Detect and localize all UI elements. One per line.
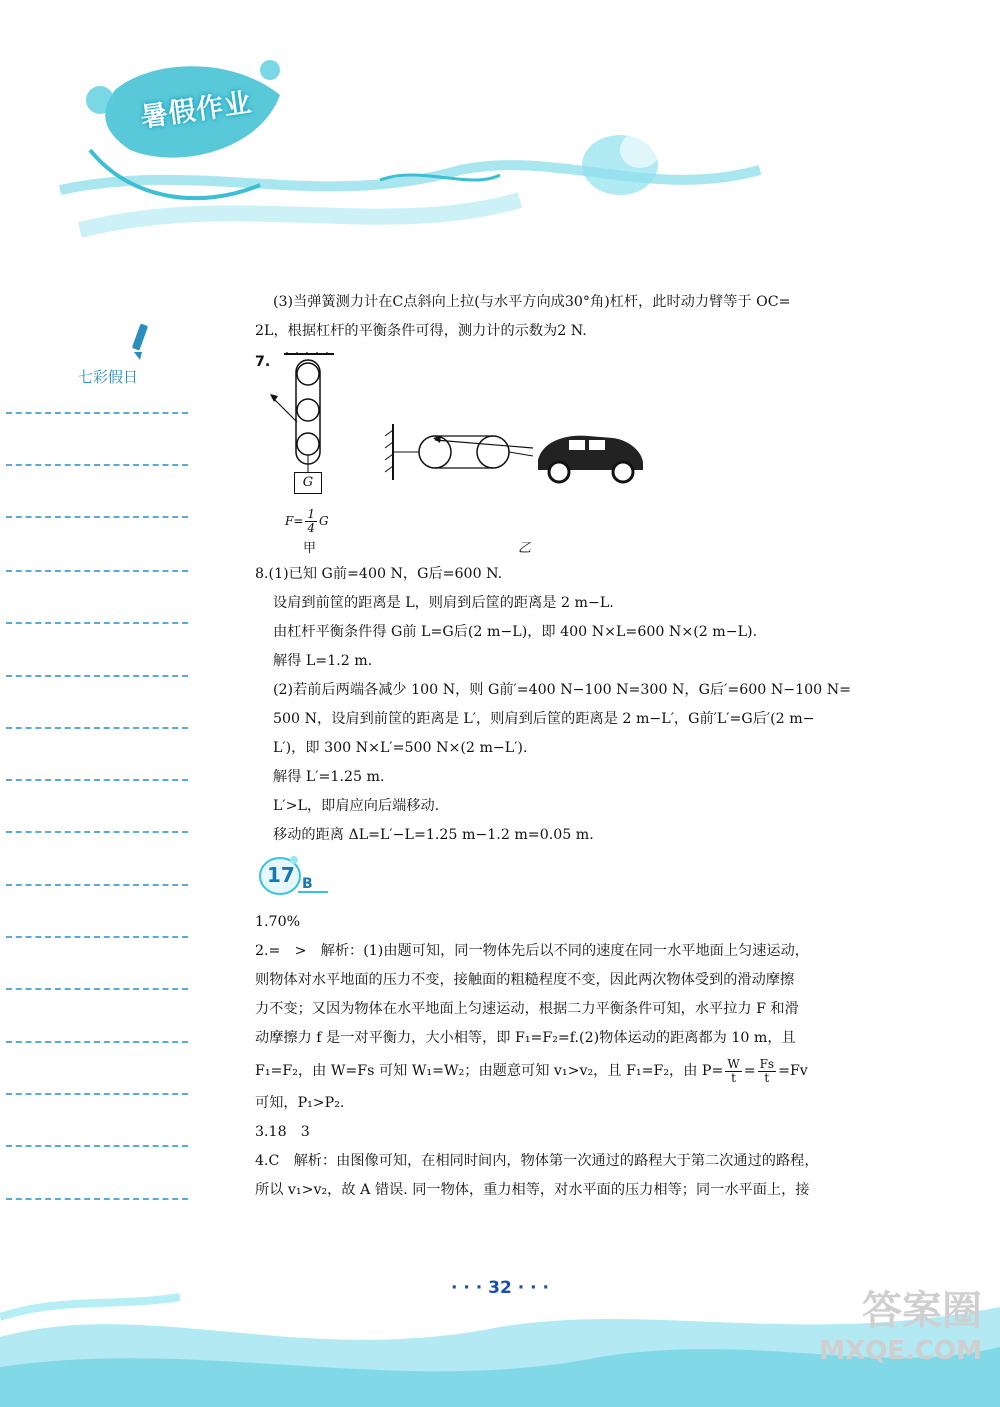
fraction-w-over-t xyxy=(725,1058,741,1085)
fig-jia-caption: 甲 xyxy=(303,541,317,556)
fig-yi-caption: 乙 xyxy=(518,541,532,556)
answer-2-line: 力不变；又因为物体在水平地面上匀速运动，根据二力平衡条件可知，水平拉力 F 和滑 xyxy=(255,1001,799,1017)
fraction-one-quarter xyxy=(305,508,317,535)
page-number: · · · 32 · · · xyxy=(451,1278,549,1298)
weight-box: G xyxy=(294,472,322,494)
q8-line: 设肩到前筐的距离是 L，则肩到后筐的距离是 2 m−L. xyxy=(273,595,614,611)
answer-2-text: F₁=F₂，由 W=Fs 可知 W₁=W₂；由题意可知 v₁>v₂，且 F₁=F₂，由 P= xyxy=(255,1063,724,1079)
equals-sign: = xyxy=(743,1063,756,1079)
notes-line xyxy=(6,516,188,518)
notes-line xyxy=(6,570,188,572)
badge-number: 17 xyxy=(267,863,295,887)
fraction-numerator: W xyxy=(727,1056,740,1071)
watermark xyxy=(812,1279,982,1379)
section-17b-answers xyxy=(255,908,895,1205)
answer-2-text: =Fv xyxy=(778,1063,808,1079)
q8-line: 移动的距离 ΔL=L′−L=1.25 m−1.2 m=0.05 m. xyxy=(273,827,594,843)
answer-2-line xyxy=(255,1053,895,1089)
sidebar-label: 七彩假日 xyxy=(78,368,139,386)
watermark-url: MXQE.COM xyxy=(819,1336,982,1366)
notes-line xyxy=(6,884,188,886)
q8-line: L′>L，即肩应向后端移动. xyxy=(273,798,440,814)
watermark-logo-text: 答案圈 xyxy=(862,1288,982,1334)
answer-2-line: 则物体对水平地面的压力不变，接触面的粗糙程度不变，因此两次物体受到的滑动摩擦 xyxy=(255,972,795,988)
answer-3: 3.18 3 xyxy=(255,1124,310,1140)
q7-number: 7. xyxy=(255,354,271,370)
pen-icon xyxy=(126,322,154,362)
q8-line: 解得 L=1.2 m. xyxy=(273,653,373,669)
notes-line xyxy=(6,988,188,990)
section-badge xyxy=(258,852,338,902)
q8-line: 由杠杆平衡条件得 G前 L=G后(2 m−L)，即 400 N×L=600 N×(2 m−L). xyxy=(273,624,758,640)
fraction-numerator: Fs xyxy=(759,1056,775,1071)
answer-2-line: 可知，P₁>P₂. xyxy=(255,1095,345,1111)
answer-2-line: 2.= > 解析：(1)由题可知，同一物体先后以不同的速度在同一水平地面上匀速运动， xyxy=(255,943,809,959)
formula-G: G xyxy=(319,514,329,528)
q8-block xyxy=(255,560,895,850)
q6-part3-line2: 2L，根据杠杆的平衡条件可得，测力计的示数为2 N. xyxy=(255,323,587,339)
answer-2-line: 动摩擦力 f 是一对平衡力，大小相等，即 F₁=F₂=f.(2)物体运动的距离都为 10 m，且 xyxy=(255,1030,796,1046)
badge-letter: B xyxy=(302,876,313,892)
q8-line: 500 N，设肩到前筐的距离是 L′，则肩到后筐的距离是 2 m−L′，G前′L′=G后′(2 m− xyxy=(273,711,815,727)
notes-line xyxy=(6,412,188,414)
notes-line xyxy=(6,675,188,677)
notes-line xyxy=(6,727,188,729)
fig-jia-formula xyxy=(285,508,329,535)
q8-line: L′)，即 300 N×L′=500 N×(2 m−L′). xyxy=(273,740,528,756)
q8-line: 解得 L′=1.25 m. xyxy=(273,769,385,785)
notes-line xyxy=(6,936,188,938)
notes-line xyxy=(6,464,188,466)
q6-part3-line1: (3)当弹簧测力计在C点斜向上拉(与水平方向成30°角)杠杆，此时动力臂等于 OC= xyxy=(273,294,791,310)
q8-line: 8.(1)已知 G前=400 N，G后=600 N. xyxy=(255,566,503,582)
notes-line xyxy=(6,831,188,833)
notes-line xyxy=(6,1145,188,1147)
notes-line xyxy=(6,1041,188,1043)
notes-line xyxy=(6,1198,188,1200)
fraction-denominator: 4 xyxy=(307,521,316,535)
q8-line: (2)若前后两端各减少 100 N，则 G前′=400 N−100 N=300 N，G后′=600 N−100 N= xyxy=(273,682,852,698)
fraction-denominator: t xyxy=(764,1070,770,1085)
notes-line xyxy=(6,622,188,624)
answer-4-line: 所以 v₁>v₂，故 A 错误. 同一物体，重力相等，对水平面的压力相等；同一水平面上，接 xyxy=(255,1182,810,1198)
answer-1: 1.70% xyxy=(255,914,301,930)
fraction-denominator: t xyxy=(731,1070,736,1085)
header-title: 暑假作业 xyxy=(138,87,255,134)
car-pulley-figure-yi xyxy=(383,418,653,498)
answer-4-line: 4.C 解析：由图像可知，在相同时间内，物体第一次通过的路程大于第二次通过的路程， xyxy=(255,1153,819,1169)
formula-prefix: F= xyxy=(285,514,304,528)
notes-line xyxy=(6,1093,188,1095)
fraction-fs-over-t xyxy=(758,1058,776,1085)
fraction-numerator: 1 xyxy=(307,507,316,521)
notes-line xyxy=(6,779,188,781)
